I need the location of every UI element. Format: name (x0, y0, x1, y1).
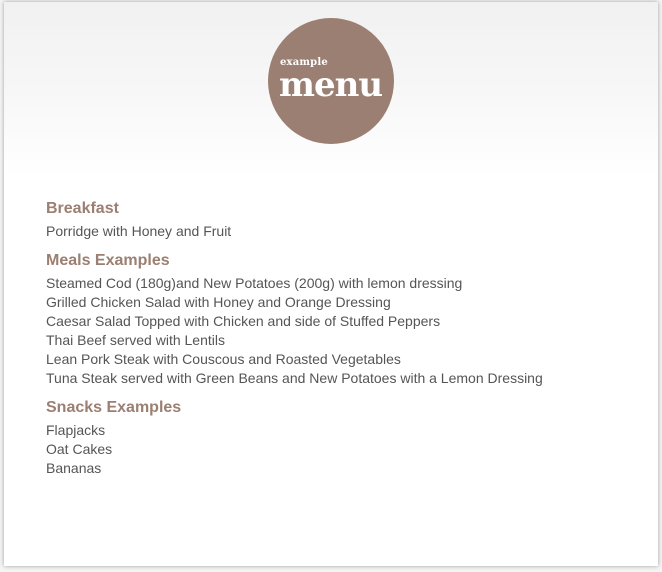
list-item: Flapjacks (46, 422, 106, 438)
list-item: Tuna Steak served with Green Beans and New Potatoes with a Lemon Dressing (46, 370, 543, 386)
logo-small-text: example (280, 57, 328, 68)
list-item: Steamed Cod (180g)and New Potatoes (200g) with lemon dressing (46, 275, 463, 291)
list-item: Thai Beef served with Lentils (46, 332, 225, 348)
section-breakfast (46, 199, 646, 241)
list-item: Bananas (46, 460, 102, 476)
menu-card (4, 2, 658, 566)
list-item: Lean Pork Steak with Couscous and Roasted Vegetables (46, 351, 401, 367)
list-item: Caesar Salad Topped with Chicken and side of Stuffed Peppers (46, 313, 441, 329)
logo-big-text: menu (279, 65, 383, 105)
list-item: Porridge with Honey and Fruit (46, 223, 232, 239)
section-title: Snacks Examples (46, 399, 182, 416)
menu-logo-badge (268, 18, 394, 144)
section-title: Breakfast (46, 200, 119, 217)
menu-content (46, 199, 646, 478)
list-item: Grilled Chicken Salad with Honey and Orange Dressing (46, 294, 391, 310)
list-item: Oat Cakes (46, 441, 113, 457)
section-snacks (46, 398, 646, 478)
section-title: Meals Examples (46, 252, 170, 269)
section-meals (46, 251, 646, 388)
